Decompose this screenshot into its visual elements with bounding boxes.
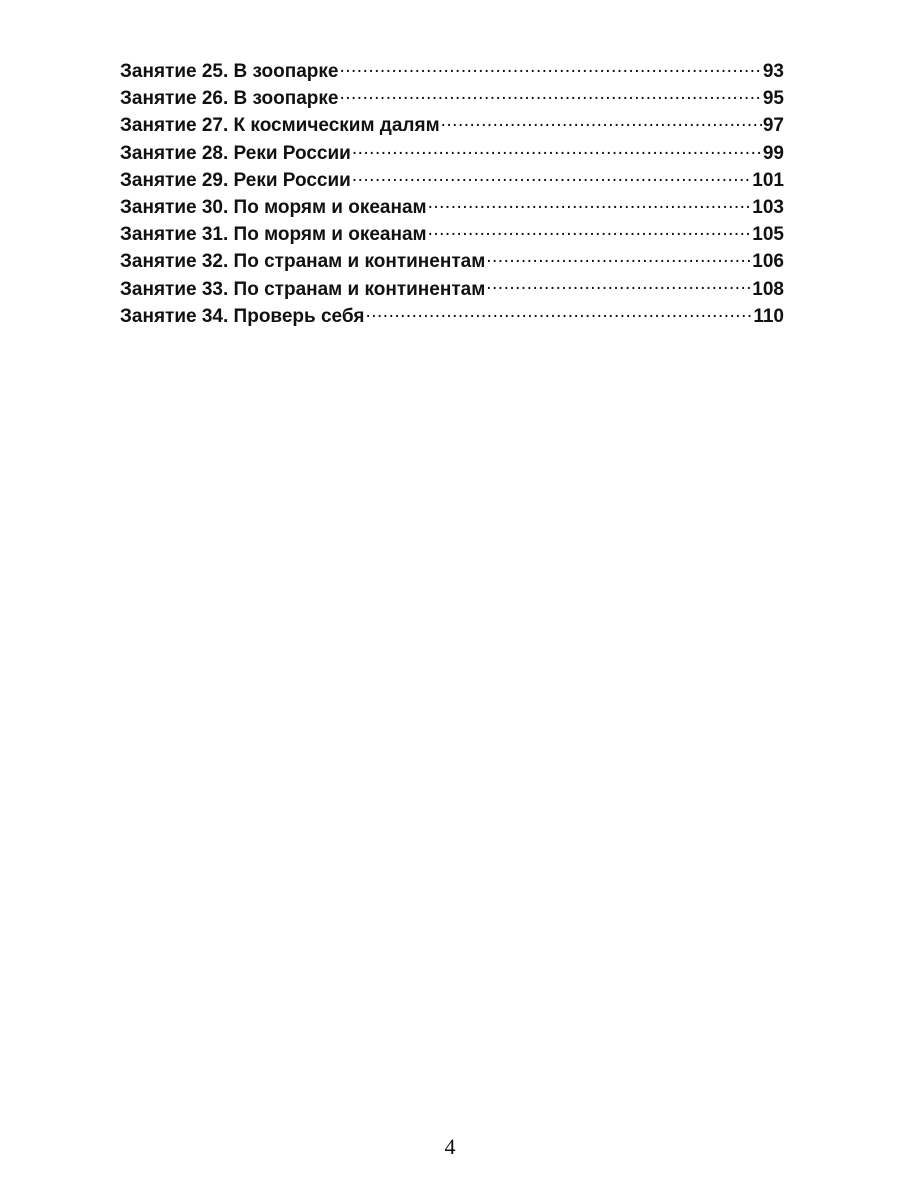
toc-entry <box>120 85 784 112</box>
table-of-contents <box>120 58 784 330</box>
toc-entry-title: Занятие 30. По морям и океанам <box>120 196 427 218</box>
toc-entry-title: Занятие 34. Проверь себя <box>120 305 365 327</box>
page-number: 4 <box>444 1134 456 1159</box>
toc-entry-page: 106 <box>752 251 784 273</box>
toc-dot-leader <box>352 140 762 159</box>
toc-entry-page: 108 <box>752 278 784 300</box>
toc-dot-leader <box>339 58 761 77</box>
toc-entry <box>120 248 784 275</box>
toc-entry-title: Занятие 32. По странам и континентам <box>120 251 486 273</box>
toc-dot-leader <box>441 112 762 131</box>
toc-entry <box>120 167 784 194</box>
toc-entry-page: 95 <box>762 88 784 110</box>
toc-entry-title: Занятие 26. В зоопарке <box>120 88 339 110</box>
toc-entry-title: Занятие 27. К космическим далям <box>120 115 440 137</box>
toc-entry-page: 105 <box>752 224 784 246</box>
toc-entry-page: 101 <box>752 169 784 191</box>
toc-entry-page: 99 <box>762 142 784 164</box>
toc-entry <box>120 276 784 303</box>
toc-entry-title: Занятие 25. В зоопарке <box>120 61 339 82</box>
toc-entry <box>120 58 784 85</box>
toc-entry-page: 97 <box>762 115 784 137</box>
toc-dot-leader <box>428 221 752 240</box>
toc-entry-page: 93 <box>762 61 784 82</box>
toc-entry-title: Занятие 33. По странам и континентам <box>120 278 486 300</box>
toc-dot-leader <box>352 167 751 186</box>
toc-entry <box>120 112 784 139</box>
toc-dot-leader <box>365 303 752 322</box>
toc-entry-page: 110 <box>753 305 784 327</box>
toc-entry <box>120 140 784 167</box>
toc-entry-title: Занятие 28. Реки России <box>120 142 351 164</box>
toc-dot-leader <box>339 85 761 104</box>
toc-entry-page: 103 <box>752 196 784 218</box>
toc-entry <box>120 194 784 221</box>
toc-entry-title: Занятие 31. По морям и океанам <box>120 224 427 246</box>
toc-dot-leader <box>486 248 751 267</box>
toc-dot-leader <box>486 276 751 295</box>
toc-entry <box>120 221 784 248</box>
toc-entry <box>120 303 784 330</box>
toc-dot-leader <box>428 194 752 213</box>
toc-entry-title: Занятие 29. Реки России <box>120 169 351 191</box>
